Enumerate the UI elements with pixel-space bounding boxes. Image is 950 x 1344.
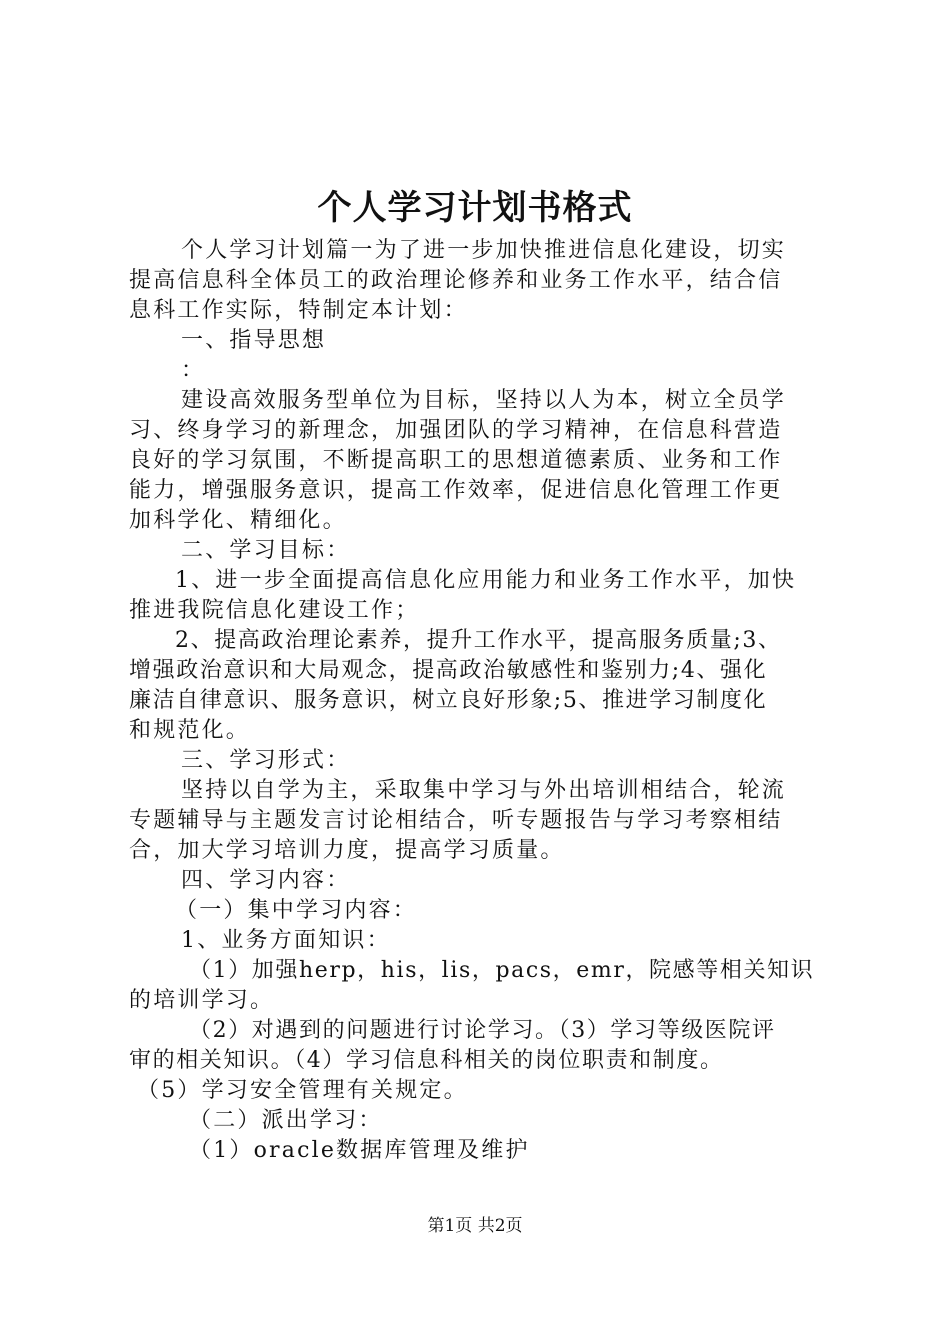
text-line: 审的相关知识。（4）学习信息科相关的岗位职责和制度。 (129, 1048, 724, 1073)
subsection-heading: （一）集中学习内容： (175, 898, 418, 923)
text-line: 推进我院信息化建设工作； (129, 598, 420, 623)
document-title: 个人学习计划书格式 (317, 188, 633, 228)
text-line: 2、提高政治理论素养，提升工作水平，提高服务质量;3、 (175, 628, 782, 653)
text-line: 个人学习计划篇一为了进一步加快推进信息化建设，切实 (181, 238, 787, 263)
text-line: （1）oracle数据库管理及维护 (189, 1138, 530, 1163)
section-heading: 二、学习目标： (181, 538, 351, 563)
text-line: 能力，增强服务意识，提高工作效率，促进信息化管理工作更 (129, 478, 783, 503)
section-heading: 一、指导思想 (181, 328, 327, 353)
text-line: ： (181, 358, 206, 383)
text-line: 的培训学习。 (129, 988, 275, 1013)
text-line: （1）加强herp，his，lis，pacs，emr，院感等相关知识 (189, 958, 815, 983)
text-line: 廉洁自律意识、服务意识，树立良好形象;5、推进学习制度化 (129, 688, 768, 713)
text-line: 建设高效服务型单位为目标，坚持以人为本，树立全员学 (181, 388, 787, 413)
page-number: 第1页 共2页 (427, 1216, 523, 1236)
text-line: 提高信息科全体员工的政治理论修养和业务工作水平，结合信 (129, 268, 783, 293)
text-line: 1、进一步全面提高信息化应用能力和业务工作水平，加快 (175, 568, 797, 593)
text-line: 息科工作实际，特制定本计划： (129, 298, 468, 323)
subsection-heading: （二）派出学习： (189, 1108, 383, 1133)
text-line: 增强政治意识和大局观念，提高政治敏感性和鉴别力;4、强化 (129, 658, 768, 683)
text-line: （2）对遇到的问题进行讨论学习。（3）学习等级医院评 (189, 1018, 776, 1043)
text-line: （5）学习安全管理有关规定。 (137, 1078, 468, 1103)
text-line: 坚持以自学为主，采取集中学习与外出培训相结合，轮流 (181, 778, 787, 803)
text-line: 习、终身学习的新理念，加强团队的学习精神，在信息科营造 (129, 418, 783, 443)
section-heading: 四、学习内容： (181, 868, 351, 893)
subsection-heading: 1、业务方面知识： (181, 928, 391, 953)
text-line: 专题辅导与主题发言讨论相结合，听专题报告与学习考察相结 (129, 808, 783, 833)
text-line: 合，加大学习培训力度，提高学习质量。 (129, 838, 565, 863)
section-heading: 三、学习形式： (181, 748, 351, 773)
document-body (129, 236, 834, 1166)
text-line: 加科学化、精细化。 (129, 508, 347, 533)
text-line: 和规范化。 (129, 718, 251, 743)
text-line: 良好的学习氛围，不断提高职工的思想道德素质、业务和工作 (129, 448, 783, 473)
